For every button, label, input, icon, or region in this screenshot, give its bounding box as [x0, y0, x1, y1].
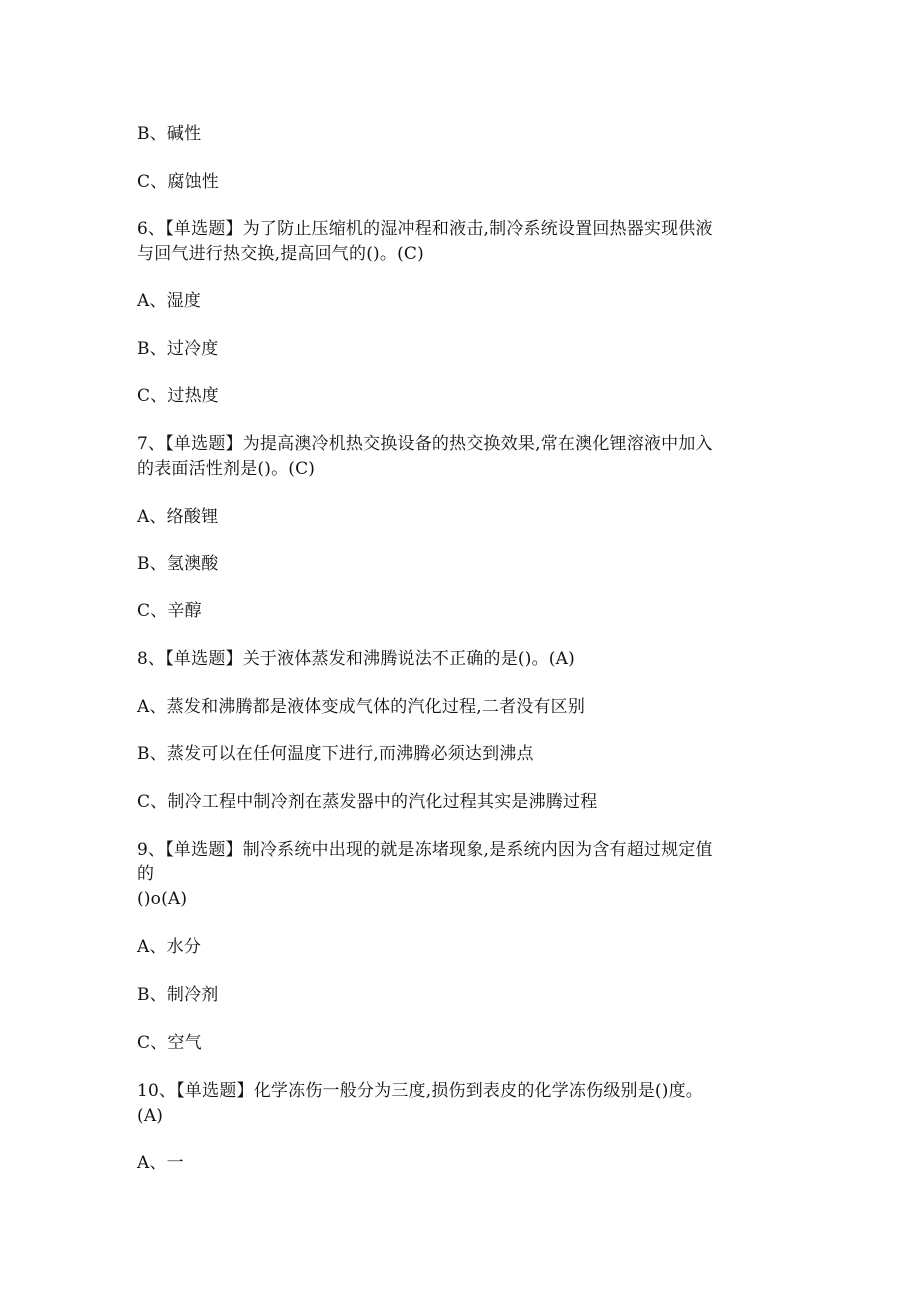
option-c-q5: C、腐蚀性 — [137, 172, 220, 192]
option-a-q6: A、湿度 — [137, 291, 202, 311]
option-c-q7: C、辛醇 — [137, 601, 202, 621]
option-b-q9: B、制冷剂 — [137, 985, 219, 1005]
option-b-q8: B、蒸发可以在任何温度下进行,而沸腾必须达到沸点 — [137, 744, 534, 764]
option-b-q5: B、碱性 — [137, 124, 202, 144]
option-a-q9: A、水分 — [137, 937, 202, 957]
option-a-q10: A、一 — [137, 1153, 184, 1173]
option-b-q7: B、氢澳酸 — [137, 554, 219, 574]
question-10-line-2: (A) — [137, 1106, 164, 1126]
question-6-line-2: 与回气进行热交换,提高回气的()。(C) — [137, 244, 424, 264]
option-c-q6: C、过热度 — [137, 386, 220, 406]
option-a-q7: A、络酸锂 — [137, 507, 219, 527]
question-7-line-1: 7、【单选题】为提高澳冷机热交换设备的热交换效果,常在澳化锂溶液中加入 — [137, 434, 713, 454]
question-9-line-1: 9、【单选题】制冷系统中出现的就是冻堵现象,是系统内因为含有超过规定值 — [137, 840, 713, 860]
option-b-q6: B、过冷度 — [137, 339, 219, 359]
question-10-line-1: 10、【单选题】化学冻伤一般分为三度,损伤到表皮的化学冻伤级别是()度。 — [137, 1081, 703, 1101]
option-c-q9: C、空气 — [137, 1033, 202, 1053]
question-9-line-2: 的 — [137, 864, 155, 884]
question-8: 8、【单选题】关于液体蒸发和沸腾说法不正确的是()。(A) — [137, 649, 575, 669]
question-9-line-3: ()o(A) — [137, 889, 188, 909]
question-6-line-1: 6、【单选题】为了防止压缩机的湿冲程和液击,制冷系统设置回热器实现供液 — [137, 219, 713, 239]
option-a-q8: A、蒸发和沸腾都是液体变成气体的汽化过程,二者没有区别 — [137, 697, 586, 717]
question-7-line-2: 的表面活性剂是()。(C) — [137, 459, 316, 479]
option-c-q8: C、制冷工程中制冷剂在蒸发器中的汽化过程其实是沸腾过程 — [137, 792, 598, 812]
